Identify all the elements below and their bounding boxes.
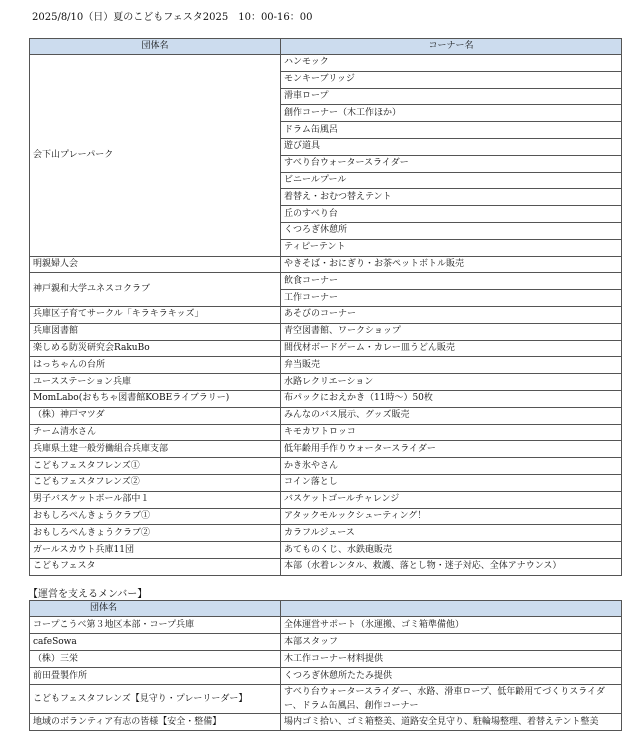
corner-name-cell: 間伐材ボードゲーム・カレー皿うどん販売	[281, 340, 622, 357]
table-row	[30, 558, 622, 575]
corner-name-cell: くつろぎ休憩所	[281, 222, 622, 239]
table-row	[30, 685, 622, 714]
table-row	[30, 407, 622, 424]
support-org-cell: 前田畳製作所	[30, 668, 281, 685]
table-row	[30, 634, 622, 651]
corner-name-cell: 着替え・おむつ替えテント	[281, 189, 622, 206]
table-row	[30, 668, 622, 685]
corner-name-cell: 本部（水着レンタル、救護、落とし物・迷子対応、全体アナウンス）	[281, 558, 622, 575]
corner-name-cell: かき氷やさん	[281, 458, 622, 475]
table-row	[30, 374, 622, 391]
support-org-cell: 地域のボランティア有志の皆様【安全・整備】	[30, 714, 281, 731]
org-name-cell: （株）神戸マツダ	[30, 407, 281, 424]
header-corner-name: コーナー名	[281, 39, 622, 55]
table-row	[30, 714, 622, 731]
table-row	[30, 256, 622, 273]
table-row	[30, 651, 622, 668]
table-row	[30, 357, 622, 374]
org-name-cell: 神戸親和大学ユネスコクラブ	[30, 273, 281, 307]
corner-name-cell: あてものくじ、水鉄砲販売	[281, 542, 622, 559]
table-row	[30, 340, 622, 357]
corner-name-cell: 滑車ロープ	[281, 88, 622, 105]
corner-name-cell: ティピーテント	[281, 239, 622, 256]
corner-name-cell: すべり台ウォータースライダー	[281, 155, 622, 172]
table-row	[30, 474, 622, 491]
corner-name-cell: カラフルジュース	[281, 525, 622, 542]
table-row	[30, 390, 622, 407]
corner-name-cell: 弁当販売	[281, 357, 622, 374]
table-row	[30, 542, 622, 559]
corner-name-cell: 丘のすべり台	[281, 206, 622, 223]
corner-name-cell: 飲食コーナー	[281, 273, 622, 290]
org-name-cell: はっちゃんの台所	[30, 357, 281, 374]
corner-name-cell: 工作コーナー	[281, 290, 622, 307]
corner-name-cell: コイン落とし	[281, 474, 622, 491]
org-name-cell: MomLabo(おもちゃ図書館KOBEライブラリー)	[30, 390, 281, 407]
org-name-cell: 兵庫図書館	[30, 323, 281, 340]
org-name-cell: 楽しめる防災研究会RakuBo	[30, 340, 281, 357]
support-role-cell: すべり台ウォータースライダー、水路、滑車ロープ、低年齢用てづくりスライダー、ドラム缶風呂、創作コーナー	[281, 685, 622, 714]
corner-name-cell: 低年齢用手作りウォータースライダー	[281, 441, 622, 458]
table-row	[30, 491, 622, 508]
org-name-cell: こどもフェスタフレンズ①	[30, 458, 281, 475]
support-role-cell: 木工作コーナー材料提供	[281, 651, 622, 668]
table-row	[30, 424, 622, 441]
support-role-cell: 本部スタッフ	[281, 634, 622, 651]
support-org-cell: （株）三栄	[30, 651, 281, 668]
table-row	[30, 273, 622, 290]
corner-name-cell: モンキーブリッジ	[281, 71, 622, 88]
org-name-cell: ガールスカウト兵庫11団	[30, 542, 281, 559]
corner-name-cell: 青空図書館、ワークショップ	[281, 323, 622, 340]
support-org-cell: コープこうべ第３地区本部・コープ兵庫	[30, 617, 281, 634]
table-row	[30, 441, 622, 458]
org-name-cell: こどもフェスタフレンズ②	[30, 474, 281, 491]
corner-name-cell: バスケットゴールチャレンジ	[281, 491, 622, 508]
support-role-cell: 全体運営サポート（氷運搬、ゴミ箱準備他）	[281, 617, 622, 634]
table-row	[30, 55, 622, 72]
table-row	[30, 306, 622, 323]
support-role-cell: くつろぎ休憩所たたみ提供	[281, 668, 622, 685]
org-name-cell: 兵庫県土建一般労働組合兵庫支部	[30, 441, 281, 458]
support-header-role	[281, 601, 622, 617]
support-table-header-row	[30, 601, 622, 617]
corner-name-cell: 遊び道具	[281, 138, 622, 155]
org-name-cell: チーム清水さん	[30, 424, 281, 441]
corner-name-cell: ハンモック	[281, 55, 622, 72]
corner-name-cell: キモカワトロッコ	[281, 424, 622, 441]
corner-table	[29, 38, 622, 576]
corner-name-cell: ビニールプール	[281, 172, 622, 189]
table-row	[30, 525, 622, 542]
corner-name-cell: アタックモルックシューティング！	[281, 508, 622, 525]
table-row	[30, 617, 622, 634]
corner-name-cell: 布パックにおえかき（11時〜）50枚	[281, 390, 622, 407]
org-name-cell: おもしろぺんきょうクラブ①	[30, 508, 281, 525]
corner-table-header-row	[30, 39, 622, 55]
table-row	[30, 458, 622, 475]
org-name-cell: 兵庫区子育てサークル「キラキラキッズ」	[30, 306, 281, 323]
support-org-cell: こどもフェスタフレンズ【見守り・プレーリーダー】	[30, 685, 281, 714]
support-table	[29, 600, 622, 731]
corner-name-cell: やきそば・おにぎり・お茶ペットボトル販売	[281, 256, 622, 273]
page-header: 2025/8/10（日）夏のこどもフェスタ2025 10：00-16：00	[32, 12, 313, 23]
support-header-org-name: 団体名	[30, 601, 281, 617]
corner-name-cell: 水路レクリエーション	[281, 374, 622, 391]
table-row	[30, 323, 622, 340]
table-row	[30, 508, 622, 525]
org-name-cell: おもしろぺんきょうクラブ②	[30, 525, 281, 542]
support-role-cell: 場内ゴミ拾い、ゴミ箱整美、道路安全見守り、駐輪場整理、着替えテント整美	[281, 714, 622, 731]
corner-name-cell: 創作コーナー（木工作ほか）	[281, 105, 622, 122]
org-name-cell: 会下山プレーパーク	[30, 55, 281, 257]
support-org-cell: cafeSowa	[30, 634, 281, 651]
org-name-cell: ユースステーション兵庫	[30, 374, 281, 391]
header-org-name: 団体名	[30, 39, 281, 55]
corner-name-cell: みんなのバス展示、グッズ販売	[281, 407, 622, 424]
corner-name-cell: ドラム缶風呂	[281, 122, 622, 139]
org-name-cell: 男子バスケットボール部中１	[30, 491, 281, 508]
org-name-cell: こどもフェスタ	[30, 558, 281, 575]
corner-name-cell: あそびのコーナー	[281, 306, 622, 323]
support-section-title: 【運営を支えるメンバー】	[28, 589, 148, 600]
org-name-cell: 明親婦人会	[30, 256, 281, 273]
